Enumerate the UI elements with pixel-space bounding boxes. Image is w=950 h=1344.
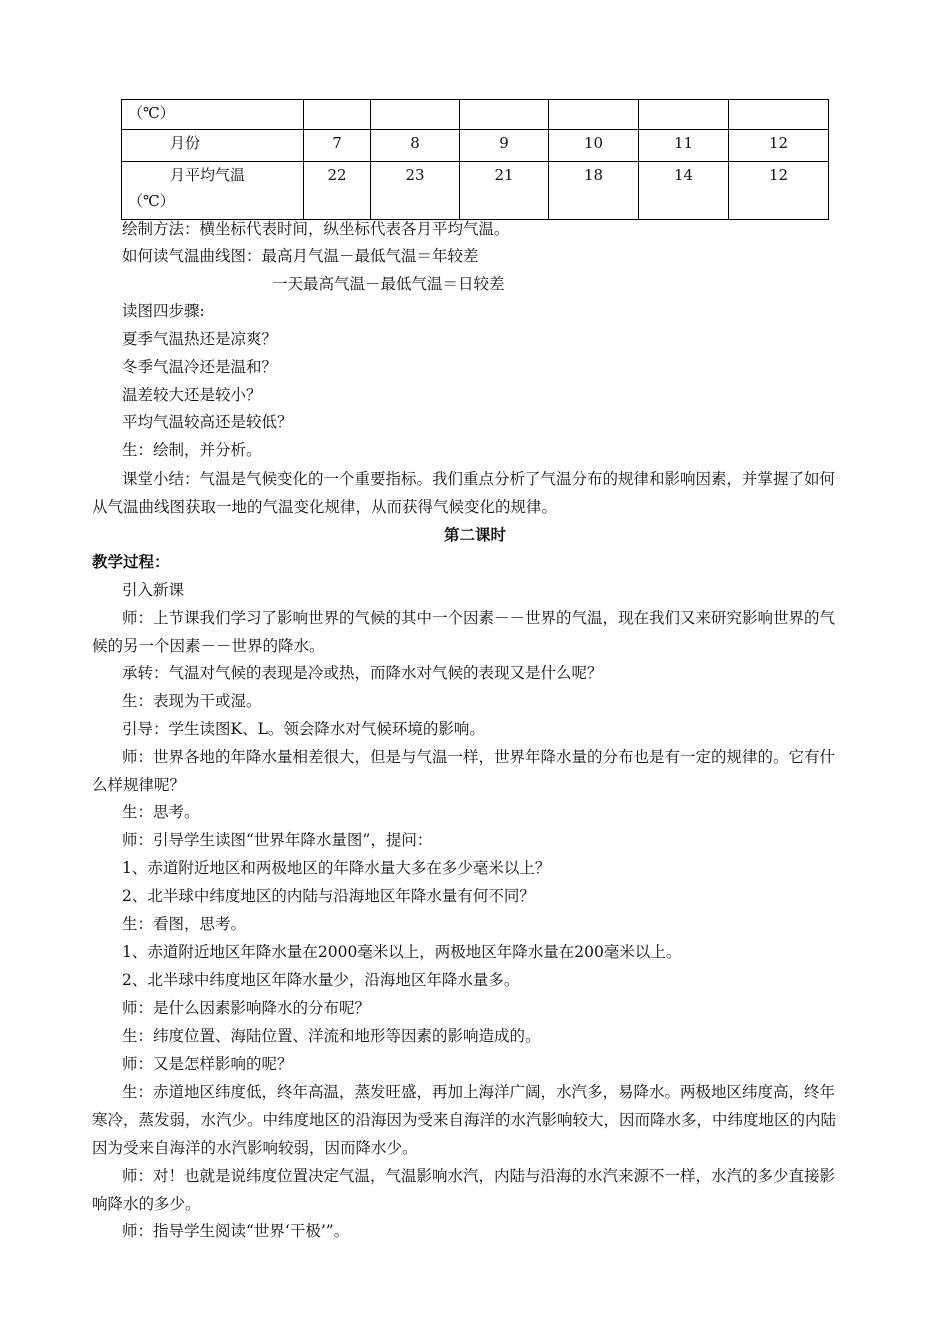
paragraph: 师：对！也就是说纬度位置决定气温，气温影响水汽，内陆与沿海的水汽来源不一样，水汽的多少直接影响降水的多少。	[92, 1167, 836, 1213]
text-line: 绘制方法：横坐标代表时间，纵坐标代表各月平均气温。	[122, 220, 510, 238]
paragraph: 生：赤道地区纬度低，终年高温，蒸发旺盛，再加上海洋广阔，水汽多，易降水。两极地区纬度高，终年寒冷，蒸发弱，水汽少。中纬度地区的沿海因为受来自海洋的水汽影响较大，因而降水多，中纬度地区的内陆因为受来自海洋的水汽影响较弱，因而降水少。	[92, 1083, 837, 1157]
row-unit: （℃）	[128, 192, 175, 210]
text-line: 承转：气温对气候的表现是冷或热，而降水对气候的表现又是什么呢？	[122, 664, 603, 682]
text-line: 引入新课	[122, 581, 185, 599]
table-row	[122, 162, 829, 220]
summary-paragraph: 课堂小结：气温是气候变化的一个重要指标。我们重点分析了气温分布的规律和影响因素，并掌握了如何从气温曲线图获取一地的气温变化规律，从而获得气候变化的规律。	[92, 470, 836, 516]
text-line: 温差较大还是较小？	[122, 386, 262, 404]
text-line: 生：纬度位置、海陆位置、洋流和地形等因素的影响造成的。	[122, 1027, 541, 1045]
table-cell: 14	[639, 162, 729, 220]
table-cell: 23	[371, 162, 460, 220]
text-line: 如何读气温曲线图：最高月气温－最低气温＝年较差	[122, 247, 479, 265]
text-line: 读图四步骤:	[122, 302, 205, 320]
paragraph: 师：世界各地的年降水量相差很大，但是与气温一样，世界年降水量的分布也是有一定的规律的。它有什么样规律呢？	[92, 748, 836, 794]
text-line: 师：引导学生读图“世界年降水量图”，提问：	[122, 831, 433, 849]
text-line: 1、赤道附近地区年降水量在2000毫米以上，两极地区年降水量在200毫米以上。	[122, 943, 682, 961]
table-cell	[729, 100, 829, 130]
monthly-temperature-table	[121, 99, 829, 220]
text-line: 引导：学生读图K、L。领会降水对气候环境的影响。	[122, 720, 485, 738]
table-cell: 9	[460, 130, 549, 162]
text-line: 生：表现为干或湿。	[122, 692, 262, 710]
table-cell: 12	[729, 130, 829, 162]
table-cell: 8	[371, 130, 460, 162]
table-cell	[460, 100, 549, 130]
table-row	[122, 130, 829, 162]
row-label-cell	[122, 130, 304, 162]
text-line: 冬季气温冷还是温和？	[122, 358, 278, 376]
table-cell	[639, 100, 729, 130]
text-line: 1、赤道附近地区和两极地区的年降水量大多在多少毫米以上？	[122, 859, 551, 877]
row-label-cell	[122, 100, 304, 130]
table-cell	[304, 100, 371, 130]
table-cell: 10	[549, 130, 639, 162]
table-cell	[549, 100, 639, 130]
section-heading: 教学过程：	[92, 553, 170, 571]
table-cell: 21	[460, 162, 549, 220]
text-line: 平均气温较高还是较低？	[122, 413, 293, 431]
table-row	[122, 100, 829, 130]
text-line: 2、北半球中纬度地区的内陆与沿海地区年降水量有何不同？	[122, 887, 535, 905]
text-line: 生：思考。	[122, 803, 200, 821]
row-unit: （℃）	[128, 104, 175, 122]
text-line: 2、北半球中纬度地区年降水量少，沿海地区年降水量多。	[122, 971, 520, 989]
table-cell: 22	[304, 162, 371, 220]
text-line: 夏季气温热还是凉爽？	[122, 330, 278, 348]
paragraph: 师：上节课我们学习了影响世界的气候的其中一个因素－－世界的气温，现在我们又来研究影响世界的气候的另一个因素－－世界的降水。	[92, 609, 836, 655]
row-label-cell	[122, 162, 304, 220]
text-line: 师：指导学生阅读“世界‘干极’”。	[122, 1222, 350, 1240]
table-cell: 11	[639, 130, 729, 162]
table-cell	[371, 100, 460, 130]
table-cell: 18	[549, 162, 639, 220]
table-cell: 12	[729, 162, 829, 220]
text-line: 生：看图，思考。	[122, 915, 247, 933]
row-label: 月平均气温	[170, 166, 246, 184]
row-label: 月份	[170, 134, 201, 152]
text-line: 师：是什么因素影响降水的分布呢？	[122, 999, 371, 1017]
section-title: 第二课时	[443, 526, 506, 544]
text-line: 一天最高气温－最低气温＝日较差	[272, 275, 505, 293]
text-line: 师：又是怎样影响的呢？	[122, 1055, 293, 1073]
text-line: 生：绘制，并分析。	[122, 441, 262, 459]
table-cell: 7	[304, 130, 371, 162]
